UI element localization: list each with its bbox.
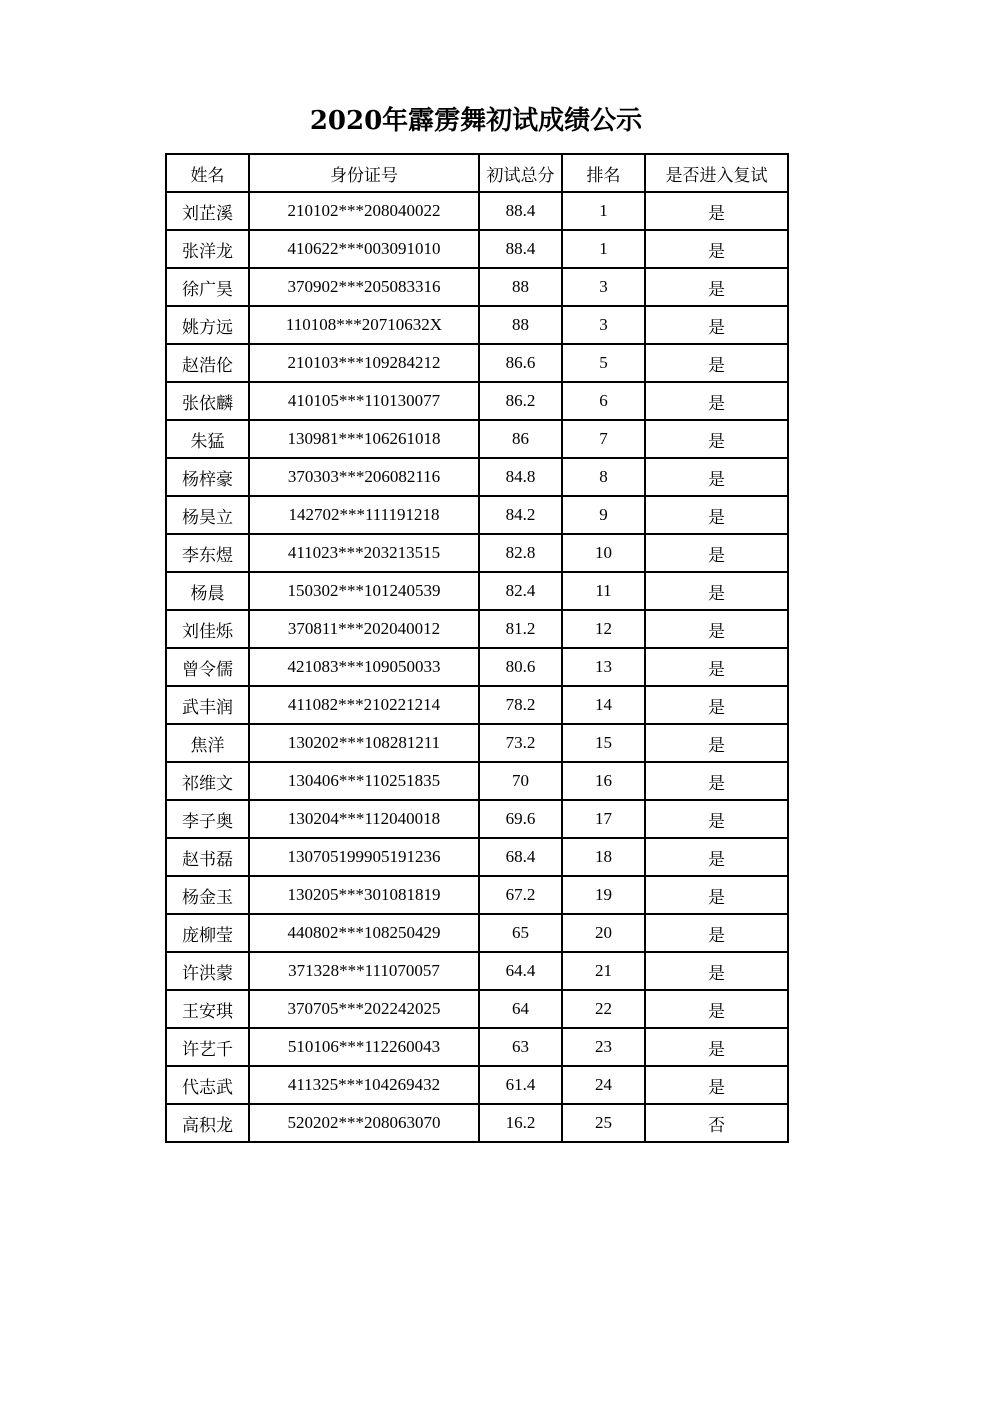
cell-rank: 20: [562, 914, 645, 952]
table-row: [166, 724, 788, 762]
cell-name: 杨昊立: [166, 496, 249, 534]
cell-rank: 14: [562, 686, 645, 724]
table-row: [166, 914, 788, 952]
header-rank: 排名: [562, 154, 645, 192]
cell-advance: 是: [645, 382, 788, 420]
cell-rank: 25: [562, 1104, 645, 1142]
cell-rank: 3: [562, 306, 645, 344]
cell-name: 焦洋: [166, 724, 249, 762]
cell-rank: 19: [562, 876, 645, 914]
cell-name: 代志武: [166, 1066, 249, 1104]
cell-name: 赵书磊: [166, 838, 249, 876]
table-row: [166, 268, 788, 306]
cell-score: 86: [479, 420, 562, 458]
cell-id-number: 411082***210221214: [249, 686, 479, 724]
cell-rank: 16: [562, 762, 645, 800]
header-advance: 是否进入复试: [645, 154, 788, 192]
cell-id-number: 440802***108250429: [249, 914, 479, 952]
cell-id-number: 370303***206082116: [249, 458, 479, 496]
cell-score: 88: [479, 306, 562, 344]
cell-id-number: 520202***208063070: [249, 1104, 479, 1142]
table-row: [166, 192, 788, 230]
cell-name: 许洪蒙: [166, 952, 249, 990]
cell-name: 徐广昊: [166, 268, 249, 306]
results-table: [165, 153, 789, 1143]
cell-name: 杨金玉: [166, 876, 249, 914]
cell-score: 70: [479, 762, 562, 800]
cell-name: 李子奥: [166, 800, 249, 838]
cell-advance: 是: [645, 268, 788, 306]
cell-id-number: 370811***202040012: [249, 610, 479, 648]
cell-rank: 15: [562, 724, 645, 762]
table-row: [166, 610, 788, 648]
cell-rank: 1: [562, 230, 645, 268]
cell-advance: 是: [645, 648, 788, 686]
cell-id-number: 150302***101240539: [249, 572, 479, 610]
cell-rank: 24: [562, 1066, 645, 1104]
table-row: [166, 1028, 788, 1066]
cell-advance: 是: [645, 192, 788, 230]
cell-advance: 是: [645, 1028, 788, 1066]
cell-name: 张依麟: [166, 382, 249, 420]
cell-id-number: 410622***003091010: [249, 230, 479, 268]
table-row: [166, 420, 788, 458]
cell-rank: 6: [562, 382, 645, 420]
cell-id-number: 130406***110251835: [249, 762, 479, 800]
cell-advance: 是: [645, 762, 788, 800]
cell-id-number: 130205***301081819: [249, 876, 479, 914]
cell-advance: 是: [645, 686, 788, 724]
cell-advance: 是: [645, 610, 788, 648]
cell-id-number: 110108***20710632X: [249, 306, 479, 344]
table-row: [166, 1066, 788, 1104]
cell-advance: 是: [645, 496, 788, 534]
cell-score: 69.6: [479, 800, 562, 838]
cell-score: 80.6: [479, 648, 562, 686]
cell-name: 武丰润: [166, 686, 249, 724]
cell-rank: 18: [562, 838, 645, 876]
cell-score: 88: [479, 268, 562, 306]
cell-rank: 21: [562, 952, 645, 990]
cell-id-number: 421083***109050033: [249, 648, 479, 686]
cell-score: 68.4: [479, 838, 562, 876]
cell-name: 杨梓豪: [166, 458, 249, 496]
table-row: [166, 572, 788, 610]
cell-advance: 是: [645, 990, 788, 1028]
cell-advance: 是: [645, 344, 788, 382]
cell-name: 刘芷溪: [166, 192, 249, 230]
cell-name: 庞柳莹: [166, 914, 249, 952]
table-row: [166, 306, 788, 344]
cell-name: 高积龙: [166, 1104, 249, 1142]
cell-name: 祁维文: [166, 762, 249, 800]
cell-score: 82.4: [479, 572, 562, 610]
cell-id-number: 130204***112040018: [249, 800, 479, 838]
cell-advance: 是: [645, 458, 788, 496]
cell-rank: 9: [562, 496, 645, 534]
cell-score: 81.2: [479, 610, 562, 648]
cell-name: 张洋龙: [166, 230, 249, 268]
cell-id-number: 411325***104269432: [249, 1066, 479, 1104]
cell-id-number: 371328***111070057: [249, 952, 479, 990]
cell-rank: 8: [562, 458, 645, 496]
table-row: [166, 686, 788, 724]
table-row: [166, 838, 788, 876]
cell-name: 李东煜: [166, 534, 249, 572]
table-row: [166, 952, 788, 990]
cell-advance: 是: [645, 420, 788, 458]
cell-rank: 12: [562, 610, 645, 648]
cell-score: 65: [479, 914, 562, 952]
cell-score: 63: [479, 1028, 562, 1066]
cell-advance: 是: [645, 952, 788, 990]
table-row: [166, 382, 788, 420]
cell-advance: 是: [645, 230, 788, 268]
cell-id-number: 130705199905191236: [249, 838, 479, 876]
table-row: [166, 534, 788, 572]
cell-score: 86.6: [479, 344, 562, 382]
cell-score: 64.4: [479, 952, 562, 990]
cell-rank: 5: [562, 344, 645, 382]
cell-rank: 13: [562, 648, 645, 686]
cell-id-number: 510106***112260043: [249, 1028, 479, 1066]
cell-id-number: 370705***202242025: [249, 990, 479, 1028]
cell-score: 88.4: [479, 230, 562, 268]
cell-name: 朱猛: [166, 420, 249, 458]
cell-advance: 是: [645, 876, 788, 914]
cell-name: 许艺千: [166, 1028, 249, 1066]
cell-rank: 17: [562, 800, 645, 838]
cell-name: 姚方远: [166, 306, 249, 344]
cell-name: 曾令儒: [166, 648, 249, 686]
cell-name: 赵浩伦: [166, 344, 249, 382]
table-row: [166, 648, 788, 686]
cell-id-number: 370902***205083316: [249, 268, 479, 306]
table-body: [166, 192, 788, 1142]
cell-advance: 是: [645, 1066, 788, 1104]
cell-name: 杨晨: [166, 572, 249, 610]
cell-score: 67.2: [479, 876, 562, 914]
cell-score: 61.4: [479, 1066, 562, 1104]
table-row: [166, 344, 788, 382]
cell-score: 86.2: [479, 382, 562, 420]
cell-name: 刘佳烁: [166, 610, 249, 648]
header-row: [166, 154, 788, 192]
cell-rank: 1: [562, 192, 645, 230]
table-row: [166, 1104, 788, 1142]
cell-advance: 是: [645, 306, 788, 344]
cell-score: 88.4: [479, 192, 562, 230]
table-row: [166, 990, 788, 1028]
cell-advance: 是: [645, 534, 788, 572]
cell-advance: 是: [645, 914, 788, 952]
cell-id-number: 411023***203213515: [249, 534, 479, 572]
cell-id-number: 130981***106261018: [249, 420, 479, 458]
table-row: [166, 496, 788, 534]
cell-score: 84.2: [479, 496, 562, 534]
header-name: 姓名: [166, 154, 249, 192]
cell-advance: 是: [645, 572, 788, 610]
cell-score: 16.2: [479, 1104, 562, 1142]
header-id: 身份证号: [249, 154, 479, 192]
cell-rank: 3: [562, 268, 645, 306]
cell-rank: 11: [562, 572, 645, 610]
page-title: 2020年霹雳舞初试成绩公示: [309, 106, 643, 136]
cell-rank: 22: [562, 990, 645, 1028]
cell-id-number: 130202***108281211: [249, 724, 479, 762]
cell-score: 82.8: [479, 534, 562, 572]
cell-id-number: 210103***109284212: [249, 344, 479, 382]
cell-id-number: 210102***208040022: [249, 192, 479, 230]
cell-rank: 7: [562, 420, 645, 458]
cell-score: 84.8: [479, 458, 562, 496]
cell-score: 64: [479, 990, 562, 1028]
table-row: [166, 762, 788, 800]
cell-id-number: 410105***110130077: [249, 382, 479, 420]
cell-advance: 是: [645, 724, 788, 762]
cell-rank: 10: [562, 534, 645, 572]
table-row: [166, 458, 788, 496]
cell-advance: 否: [645, 1104, 788, 1142]
cell-score: 73.2: [479, 724, 562, 762]
cell-rank: 23: [562, 1028, 645, 1066]
table-row: [166, 876, 788, 914]
cell-advance: 是: [645, 800, 788, 838]
table-row: [166, 800, 788, 838]
cell-name: 王安琪: [166, 990, 249, 1028]
header-score: 初试总分: [479, 154, 562, 192]
cell-id-number: 142702***111191218: [249, 496, 479, 534]
table-row: [166, 230, 788, 268]
cell-score: 78.2: [479, 686, 562, 724]
cell-advance: 是: [645, 838, 788, 876]
